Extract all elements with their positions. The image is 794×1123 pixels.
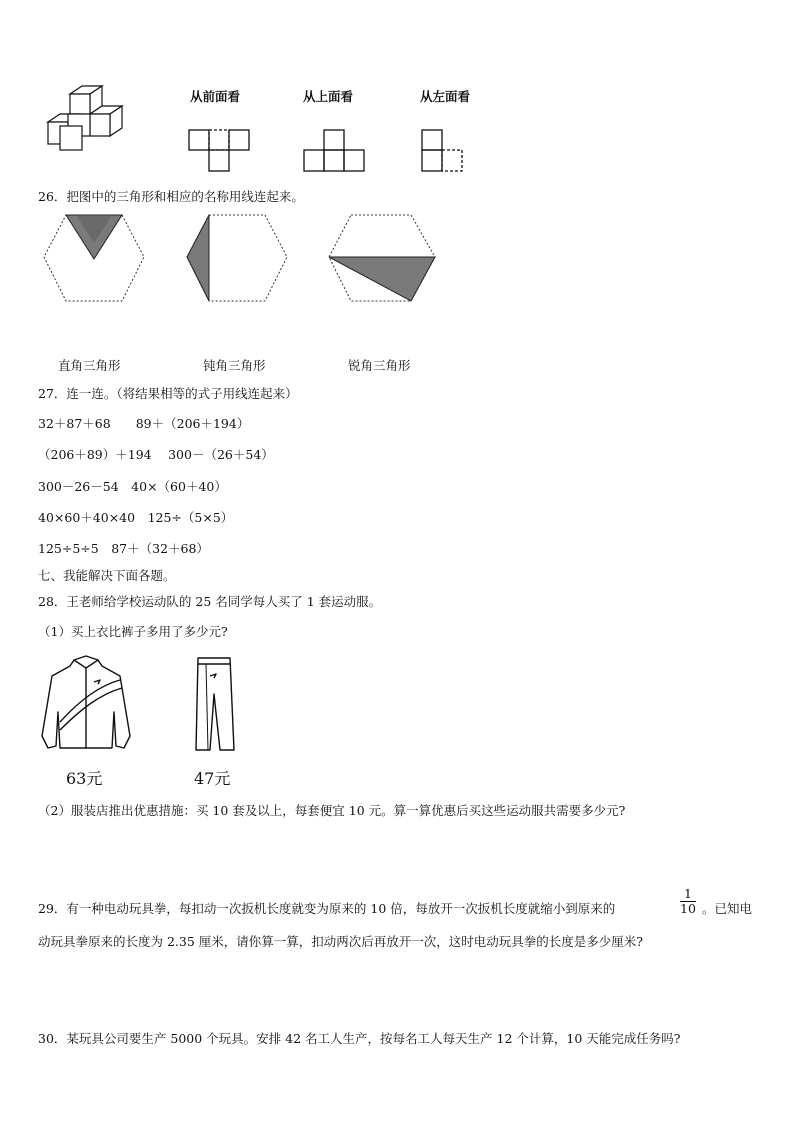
- q29-line2: 动玩具拳原来的长度为 2.35 厘米，请你算一算，扣动两次后再放开一次，这时电动玩具拳的长度是多少厘米?: [38, 934, 643, 949]
- q27-row: 40×60＋40×40 125÷（5×5）: [38, 510, 234, 525]
- jacket-image: [38, 652, 134, 752]
- q28-text: 28．王老师给学校运动队的 25 名同学每人买了 1 套运动服。: [38, 594, 382, 609]
- q27-row: 125÷5÷5 87＋（32＋68）: [38, 541, 209, 556]
- q29-line1-end: 。已知电: [702, 901, 753, 916]
- cube-stack-figure: [40, 82, 130, 157]
- triangle-name-obtuse: 钝角三角形: [203, 358, 266, 373]
- q30-text: 30．某玩具公司要生产 5000 个玩具。安排 42 名工人生产，按每名工人每天生产 12 个计算，10 天能完成任务吗?: [38, 1031, 681, 1046]
- q26-text: 26．把图中的三角形和相应的名称用线连起来。: [38, 189, 304, 204]
- fraction-denominator: 10: [680, 901, 696, 916]
- view-front-label: 从前面看: [190, 89, 241, 104]
- q27-row: 32＋87＋68 89＋（206＋194）: [38, 416, 250, 431]
- q29-fraction: [680, 887, 696, 916]
- view-top-label: 从上面看: [303, 89, 354, 104]
- view-left-diagram: [420, 128, 466, 174]
- triangle-name-acute: 锐角三角形: [348, 358, 411, 373]
- view-top-diagram: [303, 128, 367, 174]
- jacket-price: 63元: [66, 769, 103, 788]
- hexagon-right-triangle: [42, 213, 146, 303]
- view-left-label: 从左面看: [420, 89, 471, 104]
- q29-line1: 29．有一种电动玩具拳，每扣动一次扳机长度就变为原来的 10 倍，每放开一次扳机长度就缩小到原来的: [38, 901, 616, 916]
- pants-price: 47元: [194, 769, 231, 788]
- triangle-name-right: 直角三角形: [58, 358, 121, 373]
- fraction-numerator: 1: [680, 887, 696, 902]
- pants-image: [190, 654, 240, 754]
- q27-row: 300－26－54 40×（60＋40）: [38, 479, 227, 494]
- view-front-diagram: [188, 128, 252, 174]
- q27-row: （206＋89）＋194 300－（26＋54）: [38, 447, 274, 462]
- q28-sub2: （2）服装店推出优惠措施：买 10 套及以上，每套便宜 10 元。算一算优惠后买这些运动服共需要多少元?: [38, 803, 626, 818]
- hexagon-acute-triangle: [327, 213, 437, 303]
- q28-sub1: （1）买上衣比裤子多用了多少元?: [38, 624, 228, 639]
- q27-text: 27．连一连。（将结果相等的式子用线连起来）: [38, 386, 298, 401]
- section-7-heading: 七、我能解决下面各题。: [38, 568, 176, 583]
- hexagon-obtuse-triangle: [185, 213, 289, 303]
